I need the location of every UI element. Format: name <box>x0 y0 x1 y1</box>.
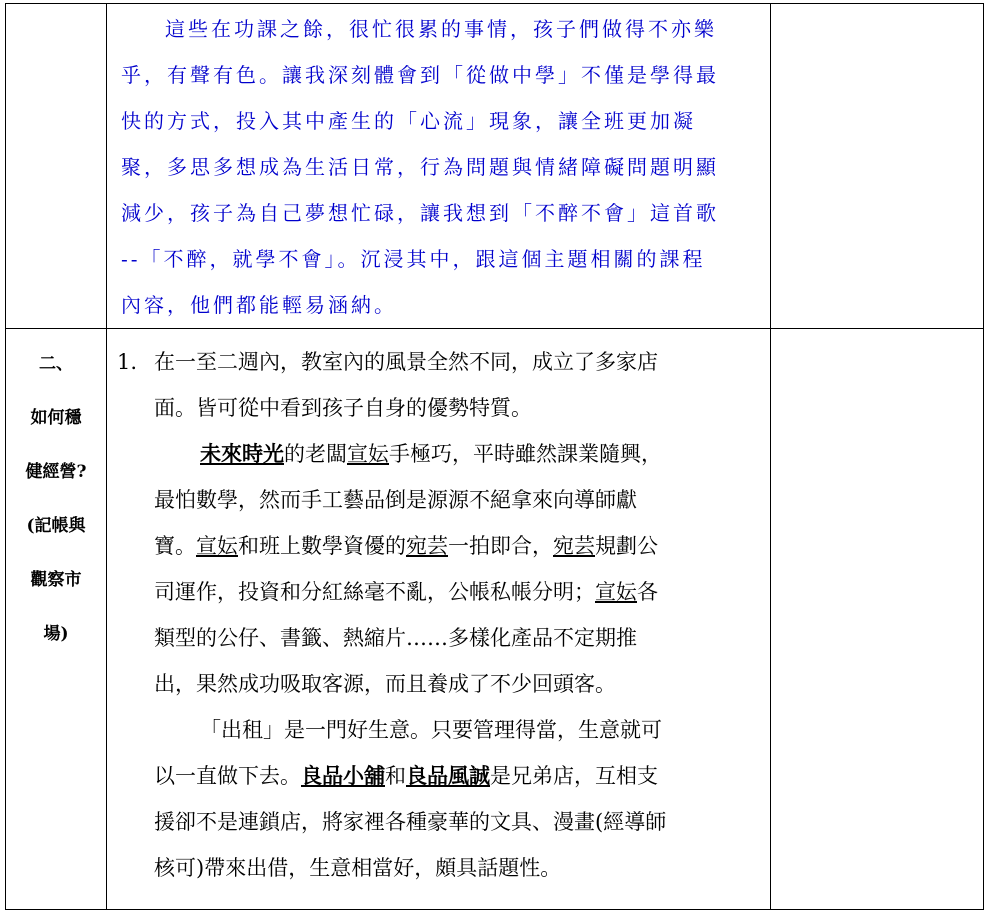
text-span: 一拍即合， <box>448 534 553 558</box>
section-label-line: 如何穩 <box>30 408 82 428</box>
shop-name: 未來時光 <box>200 441 284 466</box>
notes-cell <box>771 4 984 329</box>
table-row <box>6 4 984 329</box>
section-label-line: (記帳與 <box>26 516 86 536</box>
text-line <box>154 753 770 799</box>
content-cell <box>107 329 771 910</box>
paragraph <box>117 431 770 707</box>
text-line <box>154 523 770 569</box>
text-span: 司運作，投資和分紅絲毫不亂，公帳私帳分明； <box>154 580 595 604</box>
list-item <box>117 339 770 385</box>
item-number: 1. <box>117 350 138 374</box>
text-line: 面。皆可從中看到孩子自身的優勢特質。 <box>154 396 532 420</box>
text-span: 和班上數學資優的 <box>238 534 406 558</box>
text-span: 和 <box>385 764 406 788</box>
text-line: --「不醉，就學不會」。沉浸其中，跟這個主題相關的課程 <box>121 247 706 271</box>
text-line: 乎，有聲有色。讓我深刻體會到「從做中學」不僅是學得最 <box>121 63 719 87</box>
text-line: 聚，多思多想成為生活日常，行為問題與情緒障礙問題明顯 <box>121 155 719 179</box>
text-line: 內容，他們都能輕易涵納。 <box>121 293 397 317</box>
text-line <box>154 431 770 477</box>
text-line: 核可)帶來出借，生意相當好，頗具話題性。 <box>154 856 562 880</box>
text-span: 規劃公 <box>595 534 658 558</box>
person-name: 宣妘 <box>347 442 389 466</box>
text-line: 類型的公仔、書籤、熱縮片……多樣化產品不定期推 <box>154 626 637 650</box>
text-span: 以一直做下去。 <box>154 764 301 788</box>
text-line: 這些在功課之餘，很忙很累的事情，孩子們做得不亦樂 <box>165 17 717 41</box>
text-span: 寶。 <box>154 534 196 558</box>
section-label-line: 健經營? <box>25 462 87 482</box>
text-line: 在一至二週內，教室內的風景全然不同，成立了多家店 <box>154 350 658 374</box>
paragraph <box>117 707 770 891</box>
section-label-line: 場) <box>43 624 69 644</box>
text-span: 各 <box>637 580 658 604</box>
table-row <box>6 329 984 910</box>
person-name: 宛芸 <box>553 534 595 558</box>
text-span: 的老闆 <box>284 442 347 466</box>
text-line: 出，果然成功吸取客源，而且養成了不少回頭客。 <box>154 672 616 696</box>
section-label-line: 二、 <box>39 354 73 374</box>
text-span: 是兄弟店，互相支 <box>490 764 658 788</box>
person-name: 宛芸 <box>406 534 448 558</box>
label-cell <box>6 4 107 329</box>
notes-cell <box>771 329 984 910</box>
text-line: 最怕數學，然而手工藝品倒是源源不絕拿來向導師獻 <box>154 488 637 512</box>
text-line: 減少，孩子為自己夢想忙碌，讓我想到「不醉不會」這首歌 <box>121 201 719 225</box>
person-name: 宣妘 <box>595 580 637 604</box>
content-cell <box>107 4 771 329</box>
text-line <box>154 569 770 615</box>
shop-name: 良品風誠 <box>406 763 490 788</box>
shop-name: 良品小舖 <box>301 763 385 788</box>
person-name: 宣妘 <box>196 534 238 558</box>
text-line: 「出租」是一門好生意。只要管理得當，生意就可 <box>200 718 662 742</box>
document-table <box>5 3 984 910</box>
text-line: 快的方式，投入其中產生的「心流」現象，讓全班更加凝 <box>121 109 696 133</box>
label-cell <box>6 329 107 910</box>
text-line: 援卻不是連鎖店，將家裡各種豪華的文具、漫畫(經導師 <box>154 810 667 834</box>
text-span: 手極巧，平時雖然課業隨興， <box>389 442 662 466</box>
section-label-line: 觀察市 <box>30 570 82 590</box>
